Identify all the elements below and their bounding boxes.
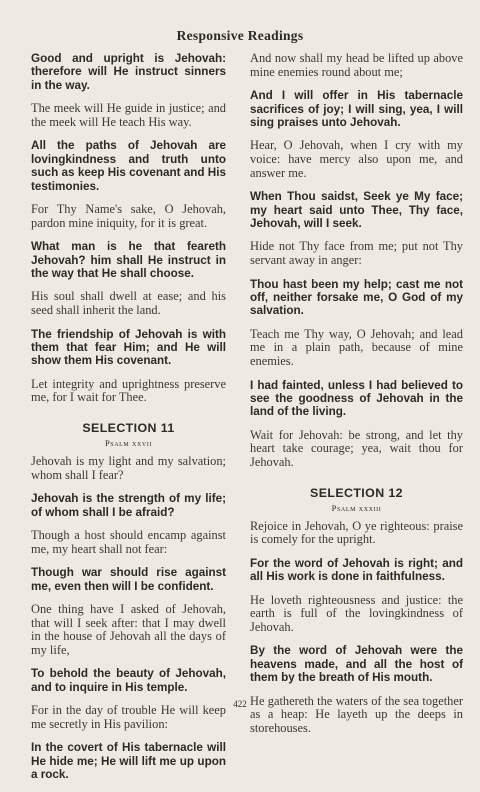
response-verse: For the word of Jehovah is right; and all His work is done in faithfulness. bbox=[250, 556, 463, 584]
leader-verse: And now shall my head be lifted up above mine enemies round about me; bbox=[250, 51, 463, 79]
page-header: Responsive Readings bbox=[176, 28, 304, 43]
selection-heading: SELECTION 12 bbox=[310, 485, 403, 500]
selection-heading: SELECTION 11 bbox=[82, 421, 175, 436]
response-verse: What man is he that feareth Jehovah? him shall He instruct in the way that He shall choose. bbox=[31, 240, 226, 281]
leader-verse: The meek will He guide in justice; and the meek will He teach His way. bbox=[31, 101, 226, 129]
leader-verse: Hide not Thy face from me; put not Thy servant away in anger: bbox=[250, 239, 463, 267]
response-verse: In the covert of His tabernacle will He hide me; He will lift me up upon a rock. bbox=[31, 741, 226, 782]
leader-verse: One thing have I asked of Jehovah, that will I seek after: that I may dwell in the house of Jehovah all the days of my life, bbox=[31, 602, 226, 657]
response-verse: When Thou saidst, Seek ye My face; my heart said unto Thee, Thy face, Jehovah, will I seek. bbox=[250, 190, 463, 230]
response-verse: The friendship of Jehovah is with them that fear Him; and He will show them His covenant. bbox=[31, 327, 226, 368]
leader-verse: Hear, O Jehovah, when I cry with my voice: have mercy also upon me, and answer me. bbox=[250, 138, 463, 180]
leader-verse: Jehovah is my light and my salvation; whom shall I fear? bbox=[31, 454, 226, 482]
leader-verse: Though a host should encamp against me, my heart shall not fear: bbox=[31, 528, 226, 556]
leader-verse: For Thy Name's sake, O Jehovah, pardon mine iniquity, for it is great. bbox=[31, 202, 226, 230]
right-column bbox=[250, 52, 463, 745]
response-verse: I had fainted, unless I had believed to see the goodness of Jehovah in the land of the living. bbox=[250, 378, 463, 419]
leader-verse: Rejoice in Jehovah, O ye righteous: praise is comely for the upright. bbox=[250, 518, 463, 547]
response-verse: By the word of Jehovah were the heavens made, and all the host of them by the breath of His mouth. bbox=[250, 644, 463, 685]
response-verse: And I will offer in His tabernacle sacrifices of joy; I will sing, yea, I will sing praises unto Jehovah. bbox=[250, 89, 463, 129]
psalm-reference: Psalm xxvii bbox=[104, 438, 153, 449]
response-verse: Good and upright is Jehovah: therefore will He instruct sinners in the way. bbox=[31, 52, 226, 92]
response-verse: To behold the beauty of Jehovah, and to inquire in His temple. bbox=[31, 667, 226, 694]
response-verse: Thou hast been my help; cast me not off, neither forsake me, O God of my salvation. bbox=[250, 277, 463, 318]
psalm-reference: Psalm xxxiii bbox=[331, 502, 382, 513]
response-verse: Jehovah is the strength of my life; of whom shall I be afraid? bbox=[31, 492, 226, 519]
response-verse: All the paths of Jehovah are lovingkindness and truth unto such as keep His covenant and His testimonies. bbox=[31, 139, 226, 193]
leader-verse: For in the day of trouble He will keep me secretly in His pavilion: bbox=[31, 703, 226, 731]
leader-verse: Teach me Thy way, O Jehovah; and lead me in a plain path, because of mine enemies. bbox=[250, 326, 463, 368]
leader-verse: He gathereth the waters of the sea together as a heap: He layeth up the deeps in storehouses. bbox=[250, 693, 463, 735]
leader-verse: His soul shall dwell at ease; and his seed shall inherit the land. bbox=[31, 289, 226, 318]
leader-verse: He loveth righteousness and justice: the earth is full of the lovingkindness of Jehovah. bbox=[250, 592, 463, 634]
leader-verse: Wait for Jehovah: be strong, and let thy heart take courage; yea, wait thou for Jehovah. bbox=[250, 427, 463, 469]
page-number: 422 bbox=[233, 699, 247, 709]
leader-verse: Let integrity and uprightness preserve me, for I wait for Thee. bbox=[31, 376, 226, 405]
response-verse: Though war should rise against me, even then will I be confident. bbox=[31, 566, 226, 593]
left-column bbox=[31, 52, 226, 792]
